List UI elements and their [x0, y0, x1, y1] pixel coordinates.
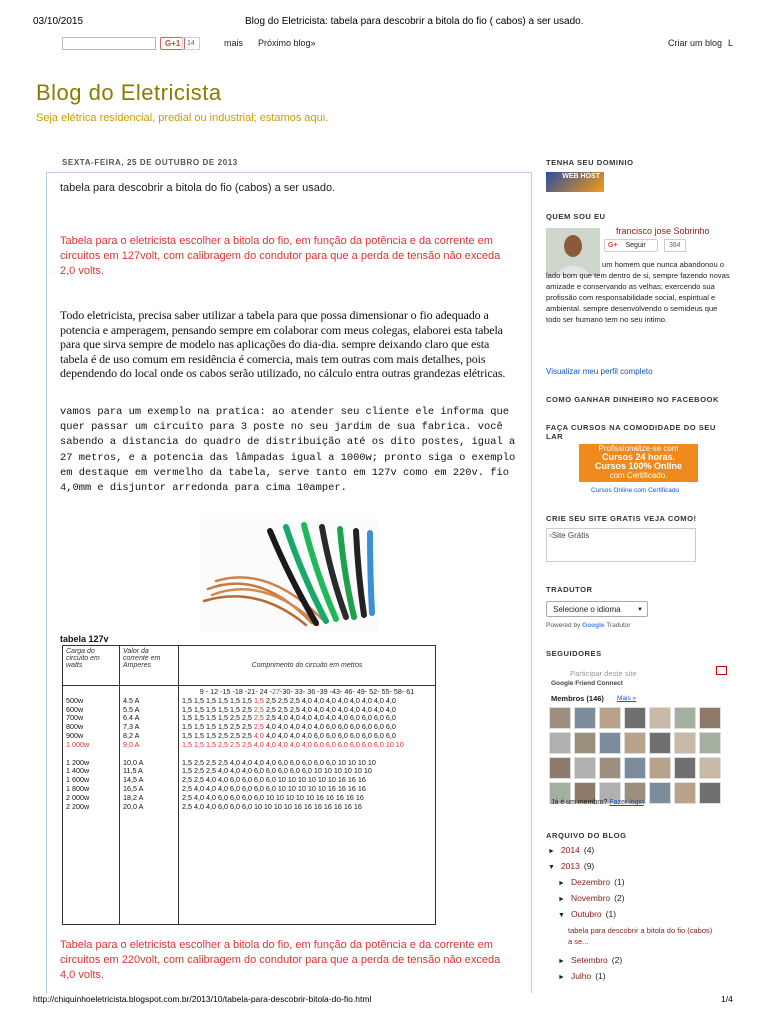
avatar[interactable] — [549, 707, 571, 729]
table-cell-load: 500w — [66, 695, 84, 705]
courses-ad-line-3: Cursos 100% Online — [594, 461, 683, 471]
table-row: 1,5 1,5 1,5 1,5 1,5 1,5 1,5 2,5 2,5 2,5 4,0 4,0 4,0 4,0 4,0 4,0 4,0 4,0 — [182, 695, 396, 705]
example-paragraph: vamos para um exemplo na pratica: ao atender seu cliente ele informa que quer passar um circuito para 3 poste no seu jardim de sua fabrica. você sabendo a distancia do quadro de distribuição até os dito postes, igual a 27 metros, e a potencia das lâmpadas igual a 1000w; pronto siga o exemplo em destaque em vermelho da tabela, serve tanto em 127v como em 220v. fio 4,0mm e disjuntor arredonda para cima 10amper. — [60, 406, 516, 495]
courses-title: FAÇA CURSOS NA COMODIDADE DO SEU LAR — [546, 423, 716, 441]
translate-link[interactable]: Tradutor — [606, 622, 631, 629]
avatar[interactable] — [549, 732, 571, 754]
followers-title: SEGUIDORES — [546, 649, 602, 658]
archive-item[interactable]: ▼ Outubro (1) — [558, 909, 617, 919]
powered-by: Powered by Google Tradutor — [546, 622, 631, 629]
avatar[interactable] — [649, 782, 671, 804]
more-link[interactable]: mais — [224, 38, 244, 48]
blog-description: Seja elétrica residencial, predial ou industrial; estamos aqui. — [36, 112, 329, 124]
avatar[interactable] — [549, 757, 571, 779]
archive-toggle-icon[interactable]: ▼ — [548, 864, 555, 871]
table-cell-current: 11,5 A — [123, 766, 143, 776]
avatar[interactable] — [624, 757, 646, 779]
table-cell-load: 800w — [66, 722, 84, 732]
archive-item[interactable]: ► Novembro (2) — [558, 893, 625, 903]
table-row: 2,5 4,0 4,0 6,0 6,0 6,0 6,0 10 10 10 10 10 16 16 16 16 16 — [182, 792, 364, 802]
archive-toggle-icon[interactable]: ► — [548, 848, 555, 855]
language-select[interactable]: Selecione o idioma ▼ — [546, 601, 648, 617]
avatar[interactable] — [574, 732, 596, 754]
courses-ad-line-1: Profissionalize-se com — [598, 444, 679, 453]
avatar[interactable] — [649, 732, 671, 754]
table-cell-load: 900w — [66, 730, 84, 740]
table-cell-load: 700w — [66, 713, 84, 723]
print-date: 03/10/2015 — [33, 16, 84, 27]
author-name[interactable]: francisco jose Sobrinho — [616, 226, 710, 236]
member-avatars — [549, 707, 725, 804]
table-row: 1,5 2,5 2,5 2,5 4,0 4,0 4,0 4,0 6,0 6,0 6,0 6,0 6,0 10 10 10 10 — [182, 757, 376, 767]
site-image[interactable]: ▫Site Grátis — [546, 528, 696, 562]
table-cell-load: 600w — [66, 704, 84, 714]
profile-link[interactable]: Visualizar meu perfil completo — [546, 367, 653, 376]
courses-ad-line-4: com Certificado. — [609, 471, 668, 480]
avatar[interactable] — [624, 732, 646, 754]
table-cell-current: 16,5 A — [123, 783, 144, 793]
table-cell-load: 1 200w — [66, 757, 90, 767]
archive-toggle-icon[interactable]: ► — [558, 974, 565, 981]
courses-ad[interactable] — [579, 444, 698, 482]
avatar[interactable] — [599, 732, 621, 754]
navbar-search-input[interactable] — [62, 37, 156, 50]
create-blog-link[interactable]: Criar um blog — [668, 38, 723, 48]
post-title: tabela para descobrir a bitola do fio (cabos) a ser usado. — [60, 182, 336, 194]
avatar[interactable] — [624, 707, 646, 729]
table-row: 2,5 4,0 4,0 6,0 6,0 6,0 10 10 10 10 16 16 16 16 16 16 16 — [182, 801, 362, 811]
col-header-load: Carga do circuito em watts — [63, 646, 120, 686]
facebook-title: COMO GANHAR DINHEIRO NO FACEBOOK — [546, 395, 719, 404]
follow-count: 384 — [664, 239, 686, 252]
table-row: 1,5 1,5 1,5 2,5 2,5 2,5 4,0 4,0 4,0 4,0 4,0 6,0 6,0 6,0 6,0 6,0 6,0 6,0 — [182, 730, 396, 740]
avatar[interactable] — [599, 757, 621, 779]
distance-row: 9 - 12 -15 -18 -21- 24 -27-30- 33- 36 -39 -43- 46- 49- 52- 55- 58- 61 — [199, 687, 415, 696]
print-url: http://chiquinhoeletricista.blogspot.com.br/2013/10/tabela-para-descobrir-bitola-do-fio.html — [33, 994, 372, 1004]
gauge-column — [179, 686, 436, 925]
table-row: 2,5 4,0 4,0 4,0 6,0 6,0 6,0 6,0 10 10 10 10 10 16 16 16 16 — [182, 783, 366, 793]
about-title: QUEM SOU EU — [546, 212, 606, 221]
translator-title: TRADUTOR — [546, 585, 593, 594]
avatar[interactable] — [699, 732, 721, 754]
table-cell-current: 14,5 A — [123, 775, 144, 785]
blog-title[interactable]: Blog do Eletricista — [36, 80, 222, 105]
domain-title: TENHA SEU DOMINIO — [546, 158, 634, 167]
table-label: tabela 127v — [60, 634, 109, 644]
table-cell-current: 9,0 A — [123, 739, 140, 749]
already-member: Já é um membro? Fazer login — [551, 799, 645, 806]
chevron-down-icon: ▼ — [637, 607, 643, 613]
table-row: 1,5 1,5 1,5 1,5 1,5 2,5 2,5 2,5 2,5 2,5 4,0 4,0 4,0 4,0 4,0 4,0 4,0 4,0 — [182, 704, 396, 714]
table-row: 1,5 1,5 1,5 2,5 2,5 2,5 4,0 4,0 4,0 4,0 4,0 6,0 6,0 6,0 6,0 6,0 6,0 10 10 — [182, 739, 404, 749]
table-cell-load: 2 000w — [66, 792, 90, 802]
body-paragraph: Todo eletricista, precisa saber utilizar a tabela para que possa dimensionar o fio adequado a potencia e amperagem, pensando sempre em colaborar com meus colegas, elaborei esta tabela para que sirva sempre de modelo nas aplicações do dia-dia. sempre deixando claro que esta tabela é de uso comum em residência é comercia, mais tem outras com mais detalhes, pois dependendo do local onde os cabos serão utilizado, no cálculo entra outras grandezas elétricas. — [60, 308, 506, 380]
members-more-link[interactable]: Mais » — [617, 695, 637, 702]
archive-toggle-icon[interactable]: ▼ — [558, 912, 565, 919]
avatar[interactable] — [699, 707, 721, 729]
print-page: 1/4 — [721, 994, 733, 1004]
members-count: Membros (146) — [551, 694, 604, 703]
current-column — [120, 686, 179, 925]
gplus-button[interactable]: G+1 — [160, 37, 185, 50]
login-link[interactable]: Fazer login — [609, 799, 645, 806]
next-blog-link[interactable]: Próximo blog» — [258, 38, 316, 48]
archive-toggle-icon[interactable]: ► — [558, 896, 565, 903]
gplus-icon: G+ — [608, 242, 618, 249]
site-title: CRIE SEU SITE GRATIS VEJA COMO! — [546, 514, 697, 523]
avatar[interactable] — [649, 707, 671, 729]
table-cell-current: 18,2 A — [123, 792, 144, 802]
archive-item[interactable]: ▼ 2013 (9) — [548, 861, 595, 871]
wire-gauge-table — [62, 645, 436, 925]
table-row: 1,5 1,5 1,5 1,5 2,5 2,5 2,5 4,0 4,0 4,0 4,0 4,0 6,0 6,0 6,0 6,0 6,0 6,0 — [182, 722, 396, 732]
table-cell-load: 1 800w — [66, 783, 90, 793]
table-row: 1,5 1,5 1,5 1,5 2,5 2,5 2,5 2,5 4,0 4,0 4,0 4,0 4,0 4,0 6,0 6,0 6,0 6,0 — [182, 713, 396, 723]
print-title: Blog do Eletricista: tabela para descobrir a bitola do fio ( cabos) a ser usado. — [245, 16, 584, 27]
table-cell-current: 7,3 A — [123, 722, 140, 732]
table-row: 2,5 2,5 4,0 4,0 6,0 6,0 6,0 6,0 10 10 10 10 10 10 16 16 16 — [182, 775, 366, 785]
intro-220-paragraph: Tabela para o eletricista escolher a bitola do fio, em função da potência e da corrente em circuitos em 220volt, com calibragem do condutor para que a perda de tensão não exceda 4,0 volts. — [60, 939, 501, 981]
archive-item[interactable]: ► Julho (1) — [558, 971, 606, 981]
broken-image-icon: ▫ — [549, 531, 552, 540]
avatar[interactable] — [674, 732, 696, 754]
gplus-count: 14 — [182, 37, 200, 50]
avatar[interactable] — [674, 782, 696, 804]
about-text: um homem que nunca abandonou o lado bom que tem dentro de si, sempre fazendo novas amizade e conservando as velhas; exercendo sua profissão com responsabilidade social, espiritual e ambiental. sempre desenvolvendo o semideus que todo ser humano tem no seu intimo. — [546, 260, 730, 324]
archive-item[interactable]: ► 2014 (4) — [548, 845, 595, 855]
table-cell-load: 1 000w — [66, 739, 90, 749]
avatar[interactable] — [649, 757, 671, 779]
archive-list — [548, 845, 718, 987]
load-column — [63, 686, 120, 925]
avatar[interactable] — [674, 757, 696, 779]
courses-caption[interactable]: Cursos Online com Certificado — [591, 487, 680, 494]
avatar[interactable] — [574, 707, 596, 729]
avatar[interactable] — [574, 757, 596, 779]
table-row: 1,5 2,5 2,5 4,0 4,0 4,0 6,0 6,0 6,0 6,0 6,0 10 10 10 10 10 10 — [182, 766, 372, 776]
courses-ad-line-2: Cursos 24 horas. — [601, 452, 676, 462]
archive-toggle-icon[interactable]: ► — [558, 880, 565, 887]
post-date: SEXTA-FEIRA, 25 DE OUTUBRO DE 2013 — [62, 158, 238, 167]
webhost-badge[interactable]: WEB HOST — [546, 172, 604, 192]
expand-icon[interactable] — [716, 666, 727, 675]
follow-button[interactable]: G+ Seguir — [604, 239, 658, 252]
archive-post-link[interactable]: tabela para descobrir a bitola do fio (cabos) a se... — [568, 926, 713, 946]
table-cell-current: 10,0 A — [123, 757, 144, 767]
archive-item[interactable]: ► Setembro (2) — [558, 955, 623, 965]
col-header-length: Comprimento do circuito em metros — [179, 646, 436, 686]
participate-link[interactable]: Participar deste site — [570, 669, 637, 678]
intro-127-paragraph: Tabela para o eletricista escolher a bitola do fio, em função da potência e da corrente em circuitos em 127volt, com calibragem do condutor para que a perda de tensão não exceda 2,0 volts. — [60, 235, 501, 277]
table-cell-load: 1 400w — [66, 766, 90, 776]
table-cell-load: 1 600w — [66, 775, 90, 785]
google-logo: Google — [582, 622, 605, 629]
col-header-current: Valor da corrente em Amperes — [120, 646, 179, 686]
cable-image[interactable] — [200, 519, 378, 631]
table-cell-current: 6.4 A — [123, 713, 140, 723]
archive-title: ARQUIVO DO BLOG — [546, 831, 627, 840]
signin-link[interactable]: L — [728, 38, 734, 48]
table-cell-current: 8,2 A — [123, 730, 140, 740]
table-cell-current: 5.5 A — [123, 704, 140, 714]
avatar[interactable] — [699, 782, 721, 804]
avatar[interactable] — [599, 707, 621, 729]
table-cell-load: 2 200w — [66, 801, 90, 811]
archive-item[interactable]: ► Dezembro (1) — [558, 877, 625, 887]
avatar[interactable] — [674, 707, 696, 729]
avatar[interactable] — [699, 757, 721, 779]
gfc-label: Google Friend Connect — [551, 680, 623, 687]
table-cell-current: 4.5 A — [123, 695, 140, 705]
blogger-navbar — [0, 36, 768, 54]
archive-toggle-icon[interactable]: ► — [558, 958, 565, 965]
table-cell-current: 20,0 A — [123, 801, 144, 811]
